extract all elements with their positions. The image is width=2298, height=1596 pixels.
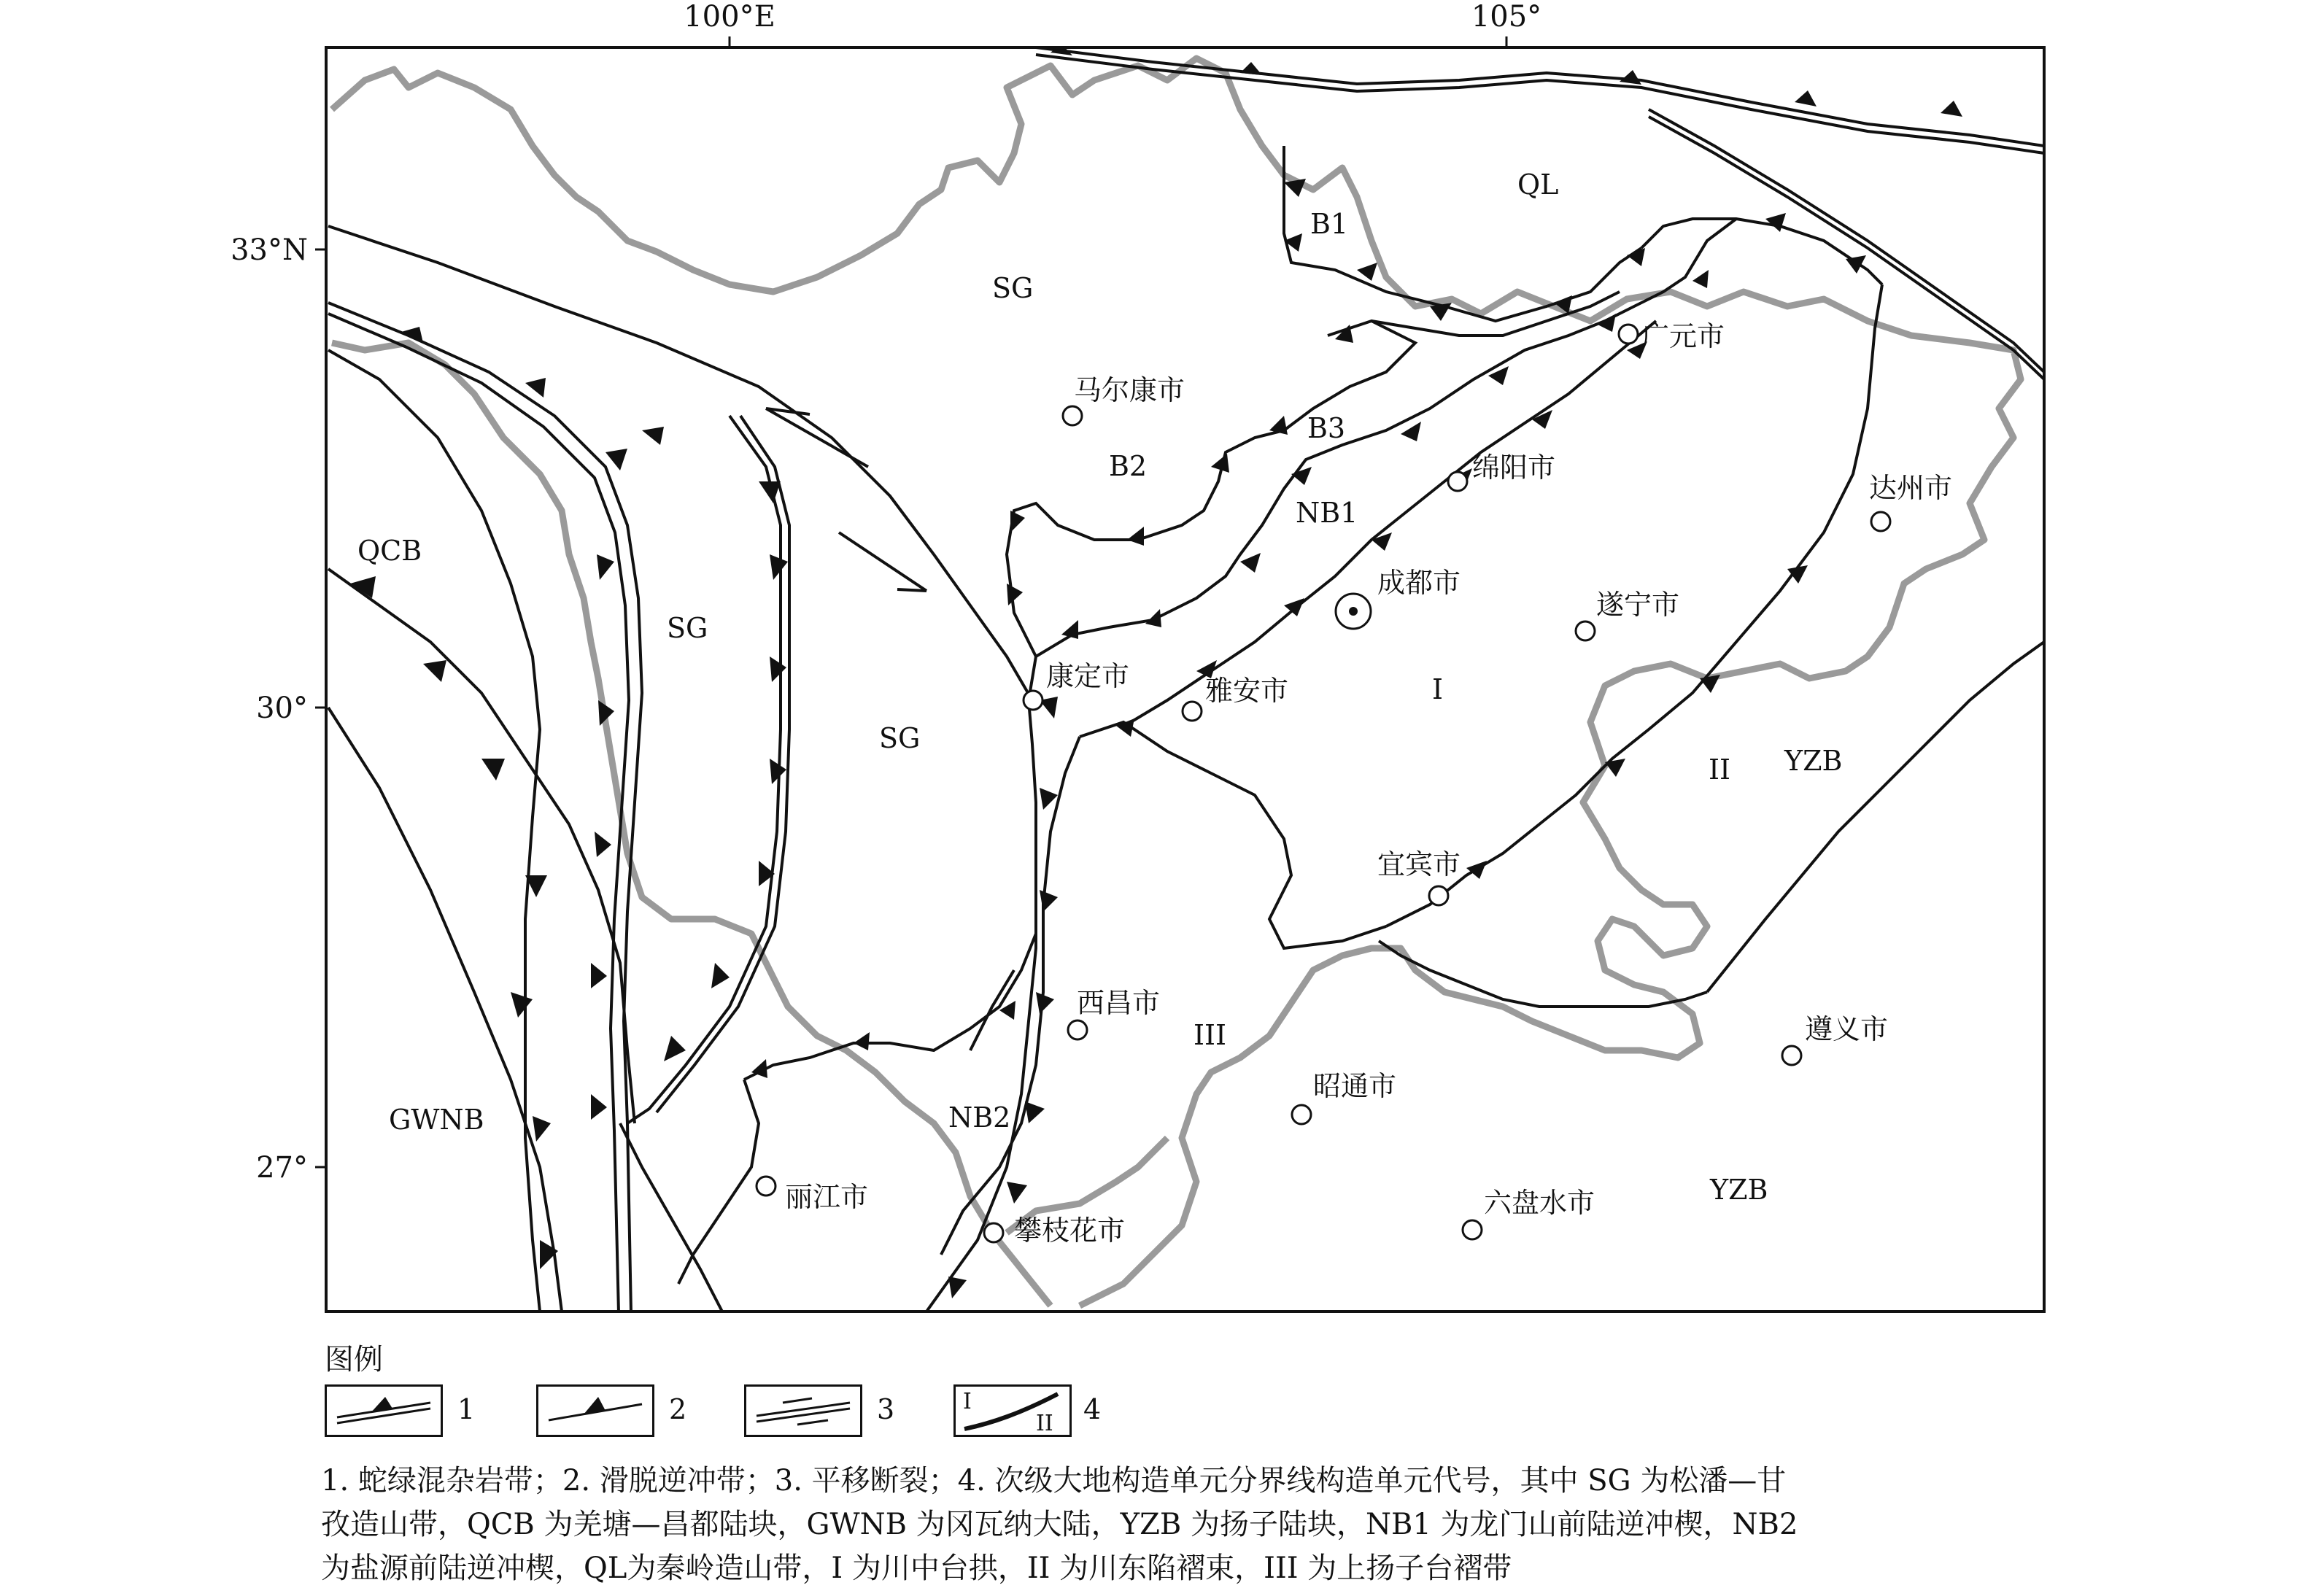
legend-num-2: 2 — [669, 1393, 687, 1425]
city-label-liupanshui: 六盘水市 — [1484, 1187, 1595, 1219]
legend-num-1: 1 — [457, 1393, 476, 1425]
city-label-zhaotong: 昭通市 — [1313, 1070, 1397, 1102]
unit-b2: B2 — [1109, 450, 1148, 482]
legend-symbol-thrust — [536, 1384, 654, 1437]
unit-sg-central: SG — [879, 722, 921, 754]
legend-num-3: 3 — [877, 1393, 895, 1425]
city-marker-xichang — [1068, 1020, 1087, 1039]
unit-nb2: NB2 — [948, 1101, 1011, 1134]
unit-b1: B1 — [1310, 208, 1349, 240]
city-label-panzhihua: 攀枝花市 — [1014, 1215, 1126, 1247]
caption-line-1: 1. 蛇绿混杂岩带；2. 滑脱逆冲带；3. 平移断裂；4. 次级大地构造单元分界线构造单元代号，其中 SG 为松潘—甘 — [321, 1464, 1787, 1498]
unit-b3: B3 — [1307, 412, 1346, 444]
city-marker-zhaotong — [1292, 1105, 1311, 1124]
city-label-maerkang: 马尔康市 — [1074, 374, 1185, 406]
capital-dot-chengdu — [1349, 607, 1358, 616]
lat-label-30: 30° — [256, 692, 308, 725]
city-marker-lijiang — [757, 1177, 775, 1196]
unit-ii: II — [1709, 754, 1731, 786]
city-label-dazhou: 达州市 — [1869, 472, 1953, 504]
legend-box4-right: II — [1036, 1411, 1053, 1435]
unit-nb1: NB1 — [1296, 497, 1358, 529]
city-label-zunyi: 遵义市 — [1805, 1013, 1889, 1045]
legend-num-4: 4 — [1083, 1393, 1102, 1425]
city-label-mianyang: 绵阳市 — [1472, 452, 1556, 484]
city-marker-guangyuan — [1619, 325, 1638, 344]
city-marker-yaan — [1183, 702, 1202, 721]
lat-label-33: 33°N — [231, 233, 308, 267]
city-label-xichang: 西昌市 — [1077, 987, 1161, 1019]
lat-label-27: 27° — [256, 1151, 308, 1185]
unit-sg-north: SG — [992, 272, 1034, 304]
figure-caption — [321, 1459, 2276, 1590]
city-marker-suining — [1576, 621, 1595, 640]
unit-iii: III — [1194, 1019, 1227, 1051]
unit-ql: QL — [1517, 168, 1559, 201]
lon-label-105: 105° — [1471, 0, 1542, 34]
city-marker-panzhihua — [984, 1223, 1003, 1242]
city-label-guangyuan: 广元市 — [1641, 320, 1725, 352]
city-marker-kangding — [1024, 691, 1042, 710]
unit-gwnb: GWNB — [389, 1104, 484, 1136]
caption-line-3: 为盐源前陆逆冲楔，QL为秦岭造山带，I 为川中台拱，II 为川东陷褶束，III 为上扬子台褶带 — [321, 1552, 1512, 1585]
unit-yzb-south: YZB — [1710, 1174, 1768, 1206]
city-marker-zunyi — [1782, 1046, 1801, 1065]
lon-label-100: 100°E — [684, 0, 775, 34]
city-label-kangding: 康定市 — [1046, 660, 1130, 692]
city-marker-liupanshui — [1463, 1220, 1482, 1239]
city-label-suining: 遂宁市 — [1596, 589, 1680, 621]
legend-symbol-unit-boundary — [953, 1384, 1072, 1437]
city-label-lijiang: 丽江市 — [785, 1181, 869, 1213]
legend-box4-left: I — [963, 1389, 972, 1414]
caption-line-2: 孜造山带，QCB 为羌塘—昌都陆块，GWNB 为冈瓦纳大陆，YZB 为扬子陆块，NB1 为龙门山前陆逆冲楔，NB2 — [321, 1508, 1798, 1541]
city-label-yaan: 雅安市 — [1205, 675, 1289, 707]
city-marker-dazhou — [1871, 512, 1890, 531]
unit-sg-west: SG — [667, 612, 708, 644]
legend-symbol-ophiolite — [325, 1384, 443, 1437]
city-marker-yibin — [1429, 886, 1448, 905]
unit-qcb: QCB — [357, 535, 422, 567]
legend-title: 图例 — [325, 1343, 383, 1376]
unit-yzb-east: YZB — [1784, 745, 1843, 777]
legend-symbol-strike-slip — [744, 1384, 862, 1437]
unit-i: I — [1432, 673, 1444, 705]
city-marker-maerkang — [1063, 406, 1082, 425]
city-marker-mianyang — [1448, 472, 1467, 491]
city-label-chengdu: 成都市 — [1377, 567, 1461, 599]
city-label-yibin: 宜宾市 — [1377, 848, 1461, 880]
